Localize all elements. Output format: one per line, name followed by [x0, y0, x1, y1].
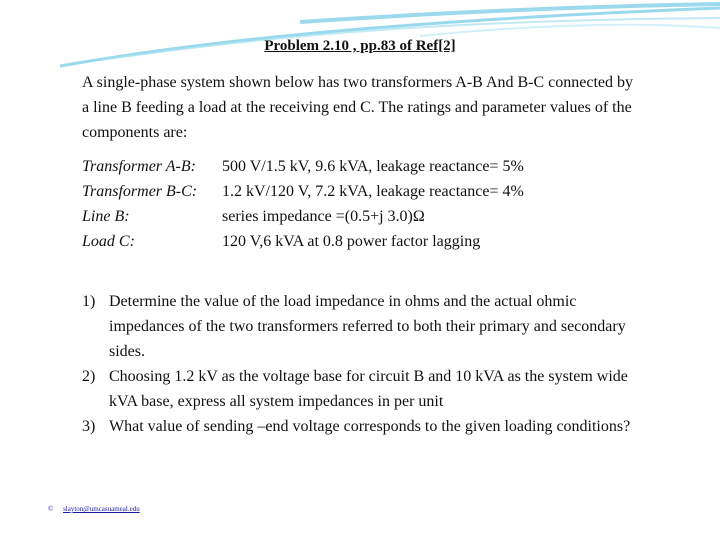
question-list [82, 289, 652, 439]
param-line-b [82, 204, 662, 229]
param-name: Load C: [82, 233, 135, 250]
question-text: What value of sending –end voltage corresponds to the given loading conditions? [109, 418, 631, 435]
param-transformer-bc [82, 179, 662, 204]
param-name: Transformer A-B: [82, 158, 196, 175]
component-parameters [82, 154, 662, 254]
question-item [82, 289, 652, 364]
param-transformer-ab [82, 154, 662, 179]
question-text: Choosing 1.2 kV as the voltage base for circuit B and 10 kVA as the system wide kVA base, express all system impedances in per unit [109, 368, 628, 410]
question-item [82, 414, 652, 439]
email-link[interactable]: slayton@umcasuameal.edu [63, 505, 140, 513]
question-text: Determine the value of the load impedance in ohms and the actual ohmic impedances of the two transformers referred to both their primary and secondary sides. [109, 293, 626, 360]
param-value: series impedance =(0.5+j 3.0)Ω [222, 208, 425, 225]
param-value: 500 V/1.5 kV, 9.6 kVA, leakage reactance= 5% [222, 158, 524, 175]
param-load-c [82, 229, 662, 254]
param-name: Line B: [82, 208, 130, 225]
footer [48, 505, 140, 513]
decorative-wave-header [0, 0, 720, 70]
copyright-symbol: © [48, 505, 54, 513]
param-value: 1.2 kV/120 V, 7.2 kVA, leakage reactance= 4% [222, 183, 524, 200]
question-number: 1) [82, 293, 96, 310]
param-value: 120 V,6 kVA at 0.8 power factor lagging [222, 233, 481, 250]
question-number: 3) [82, 418, 96, 435]
param-name: Transformer B-C: [82, 183, 198, 200]
question-item [82, 364, 652, 414]
intro-paragraph: A single-phase system shown below has two transformers A-B And B-C connected by a line B feeding a load at the receiving end C. The ratings and parameter values of the components are: [82, 74, 634, 141]
question-number: 2) [82, 368, 96, 385]
problem-title: Problem 2.10 , pp.83 of Ref[2] [264, 38, 456, 54]
